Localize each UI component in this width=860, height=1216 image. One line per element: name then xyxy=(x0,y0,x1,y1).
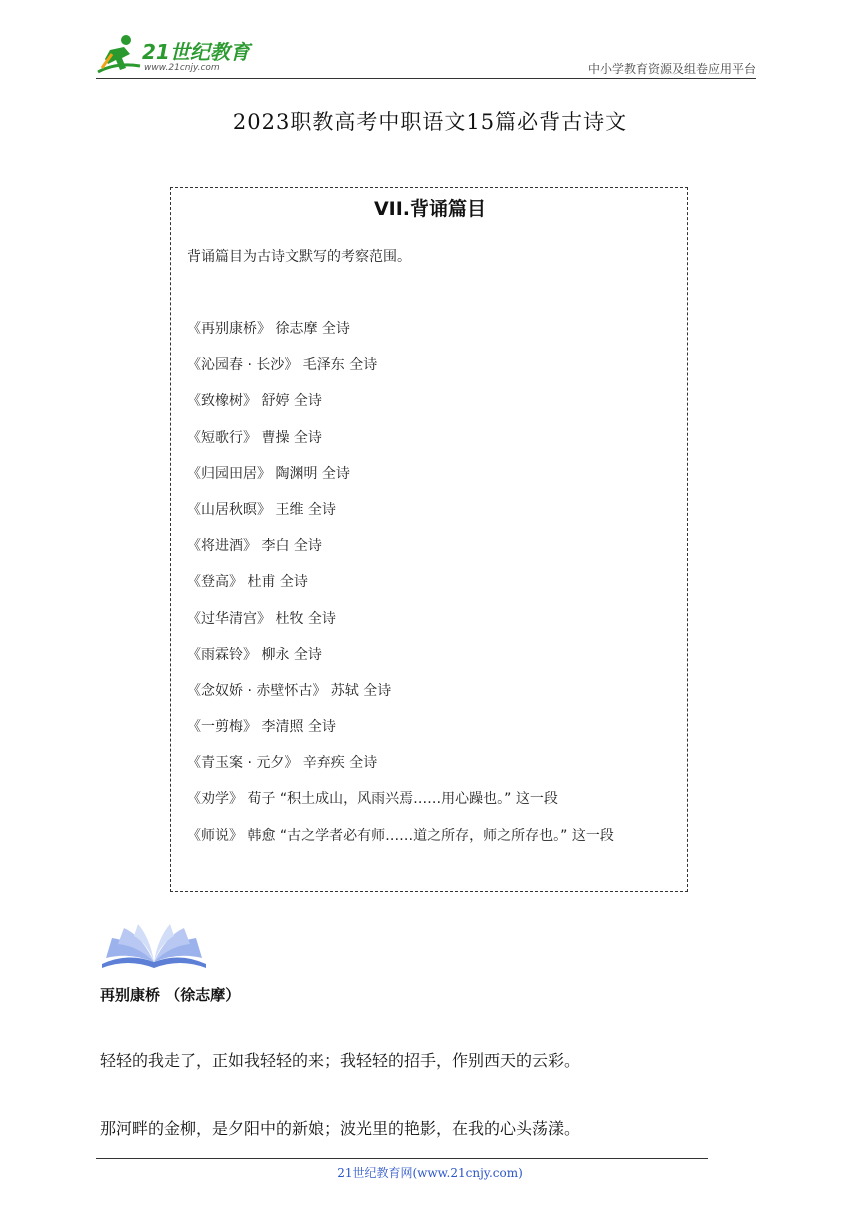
list-item: 《再别康桥》 徐志摩 全诗 xyxy=(187,321,350,337)
footer-link[interactable]: 21世纪教育网(www.21cnjy.com) xyxy=(337,1166,523,1180)
logo-text: 21世纪教育 xyxy=(142,40,250,64)
list-item: 《师说》 韩愈 “古之学者必有师……道之所存，师之所存也。” 这一段 xyxy=(187,827,614,844)
list-item: 《劝学》 荀子 “积土成山，风雨兴焉……用心躁也。” 这一段 xyxy=(187,791,558,808)
list-item: 《致橡树》 舒婷 全诗 xyxy=(187,393,322,410)
list-item: 《登高》 杜甫 全诗 xyxy=(187,574,308,591)
recitation-list xyxy=(187,318,677,854)
list-item: 《归园田居》 陶渊明 全诗 xyxy=(187,465,350,482)
poem-line: 那河畔的金柳，是夕阳中的新娘；波光里的艳影，在我的心头荡漾。 xyxy=(100,1119,581,1138)
list-item: 《雨霖铃》 柳永 全诗 xyxy=(187,646,322,663)
platform-tagline: 中小学教育资源及组卷应用平台 xyxy=(587,62,756,76)
header-divider xyxy=(96,78,756,79)
list-item: 《山居秋暝》 王维 全诗 xyxy=(187,501,336,518)
recitation-box xyxy=(170,187,688,892)
list-item: 《青玉案 · 元夕》 辛弃疾 全诗 xyxy=(187,755,378,772)
list-item: 《将进酒》 李白 全诗 xyxy=(187,538,322,555)
poem-line: 轻轻的我走了，正如我轻轻的来；我轻轻的招手，作别西天的云彩。 xyxy=(100,1051,581,1070)
list-item: 《过华清宫》 杜牧 全诗 xyxy=(187,610,336,627)
box-heading: VII.背诵篇目 xyxy=(373,198,487,220)
logo-url: www.21cnjy.com xyxy=(144,63,220,73)
logo xyxy=(96,32,266,78)
list-item: 《一剪梅》 李清照 全诗 xyxy=(187,719,336,736)
runner-logo-icon xyxy=(96,32,144,78)
list-item: 《念奴娇 · 赤壁怀古》 苏轼 全诗 xyxy=(187,682,392,699)
footer-divider xyxy=(96,1158,708,1159)
list-item: 《沁园春 · 长沙》 毛泽东 全诗 xyxy=(187,357,378,374)
box-intro: 背诵篇目为古诗文默写的考察范围。 xyxy=(187,249,411,265)
document-title: 2023职教高考中职语文15篇必背古诗文 xyxy=(232,110,628,134)
poem-title: 再别康桥 （徐志摩） xyxy=(100,986,241,1004)
list-item: 《短歌行》 曹操 全诗 xyxy=(187,429,322,446)
page-header xyxy=(96,28,756,80)
open-book-icon xyxy=(98,922,210,970)
